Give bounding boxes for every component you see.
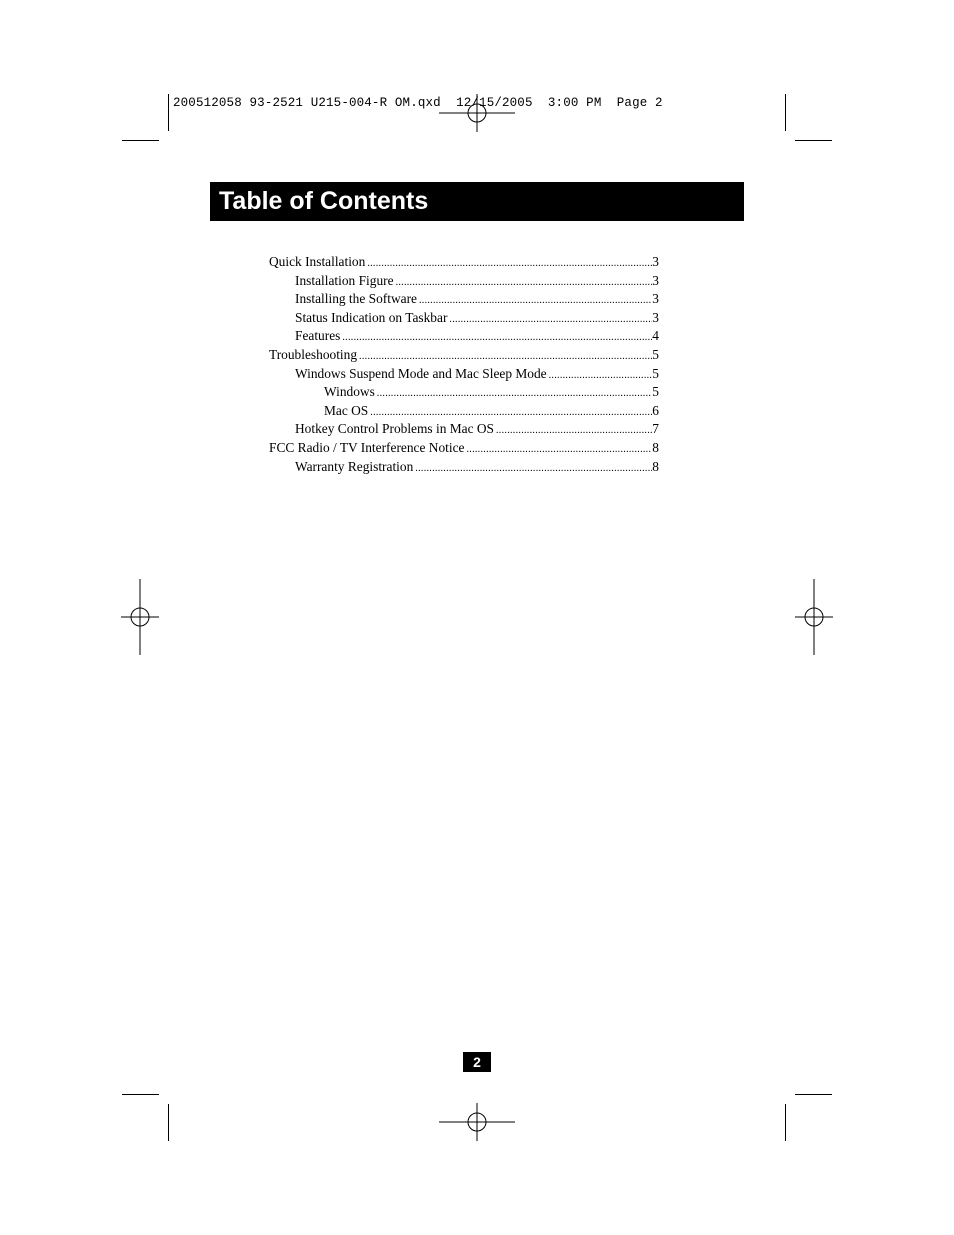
toc-entry	[269, 383, 659, 402]
toc-entry	[269, 272, 659, 291]
toc-leader-dots	[396, 274, 653, 291]
toc-entry-label: Windows	[324, 384, 375, 400]
registration-mark-left	[121, 579, 159, 655]
toc-entry-page: 3	[652, 254, 659, 269]
toc-entry-page: 5	[652, 384, 659, 400]
page-title: Table of Contents	[219, 187, 429, 215]
registration-mark-right	[795, 579, 833, 655]
toc-entry-label: Installation Figure	[295, 272, 394, 288]
toc-entry	[269, 365, 659, 384]
toc-leader-dots	[419, 292, 652, 309]
toc-entry-label: Installing the Software	[295, 291, 417, 307]
registration-mark-top	[439, 94, 515, 132]
toc-entry-label: Quick Installation	[269, 254, 366, 269]
registration-mark-bottom	[439, 1103, 515, 1141]
toc-entry-page: 3	[652, 291, 659, 307]
toc-entry-label: Hotkey Control Problems in Mac OS	[295, 421, 494, 437]
toc-leader-dots	[370, 404, 652, 421]
toc-entry-page: 8	[652, 458, 659, 474]
crop-mark-bottom-right-horizontal	[795, 1094, 832, 1095]
toc-entry-page: 3	[652, 309, 659, 325]
toc-entry-page: 6	[652, 402, 659, 418]
toc-entry-page: 3	[652, 272, 659, 288]
toc-leader-dots	[342, 329, 652, 346]
toc-entry-page: 4	[652, 328, 659, 344]
toc-entry	[269, 327, 659, 346]
toc-entry-label: Warranty Registration	[295, 458, 414, 474]
toc-entry	[269, 420, 659, 439]
toc-entry-page: 7	[652, 421, 659, 437]
toc-entry	[269, 402, 659, 421]
crop-mark-top-left-horizontal	[122, 140, 159, 141]
printer-slug-line: 200512058 93-2521 U215-004-R OM.qxd 12/15/2005 3:00 PM Page 2	[173, 96, 663, 110]
crop-mark-top-left-vertical	[168, 94, 169, 131]
toc-entry	[269, 290, 659, 309]
toc-leader-dots	[549, 367, 653, 384]
toc-entry-page: 5	[652, 365, 659, 381]
toc-entry-label: FCC Radio / TV Interference Notice	[269, 439, 465, 455]
toc-leader-dots	[466, 441, 652, 458]
toc-leader-dots	[415, 460, 652, 477]
crop-mark-bottom-left-vertical	[168, 1104, 169, 1141]
crop-mark-bottom-left-horizontal	[122, 1094, 159, 1095]
toc-entry-label: Features	[295, 328, 341, 344]
toc-entry-page: 8	[652, 439, 659, 455]
toc-entry	[269, 309, 659, 328]
crop-mark-top-right-horizontal	[795, 140, 832, 141]
toc-entry	[269, 253, 659, 272]
toc-leader-dots	[359, 348, 652, 365]
toc-leader-dots	[496, 422, 652, 439]
toc-entry-label: Troubleshooting	[269, 346, 358, 362]
page-number: 2	[463, 1052, 491, 1072]
toc-leader-dots	[377, 385, 653, 402]
title-bar	[210, 182, 744, 221]
toc-leader-dots	[367, 255, 652, 272]
crop-mark-bottom-right-vertical	[785, 1104, 786, 1141]
toc-entry	[269, 458, 659, 477]
toc-entry-page: 5	[652, 346, 659, 362]
crop-mark-top-right-vertical	[785, 94, 786, 131]
toc-entry-label: Status Indication on Taskbar	[295, 309, 448, 325]
table-of-contents	[269, 253, 659, 476]
toc-entry	[269, 439, 659, 458]
toc-leader-dots	[449, 311, 652, 328]
toc-entry-label: Mac OS	[324, 402, 369, 418]
toc-entry	[269, 346, 659, 365]
toc-entry-label: Windows Suspend Mode and Mac Sleep Mode	[295, 365, 547, 381]
